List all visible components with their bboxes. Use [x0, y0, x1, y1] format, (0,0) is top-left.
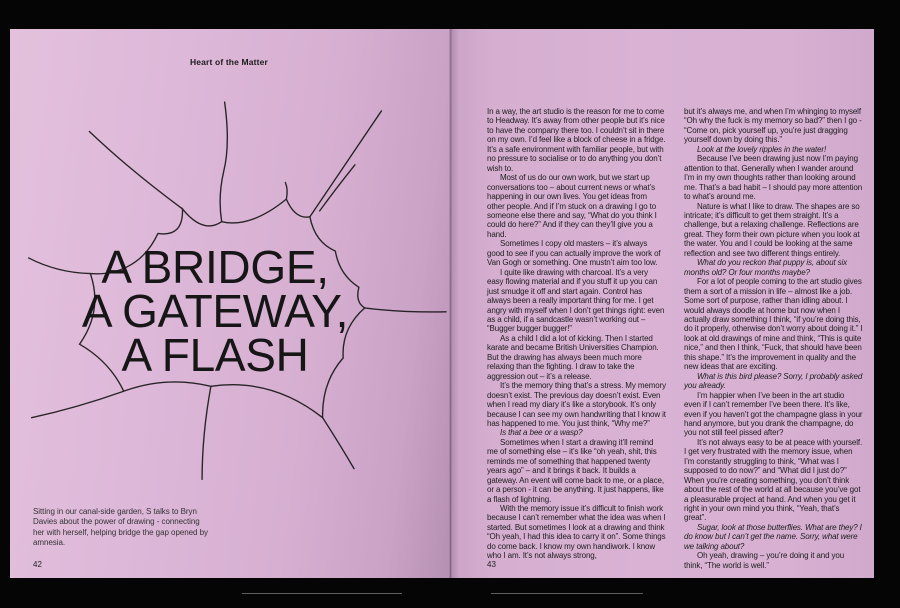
- splash-ray: [320, 165, 355, 211]
- page-edge-highlight: [491, 593, 643, 594]
- splash-ray: [202, 386, 211, 479]
- title-line-3: A FLASH: [121, 329, 309, 381]
- magazine-spread: [10, 29, 874, 578]
- splash-ray: [323, 418, 354, 469]
- text-column-1: [487, 107, 666, 561]
- body-paragraph: For a lot of people coming to the art studio gives them a sort of a mission in life – almost like a job. Some sort of purpose, rather than idling about. I would always doodle at home but now when I actually draw something I think, “if you’re doing this, do it properly, otherwise don’t worry about doing it.” I look at old drawings of mine and think, “This is quite nice,” and then I think, “Fuck, that should have been this shape.” It’s the improvement in quality and the new ideas that are exciting.: [684, 277, 863, 372]
- body-paragraph: I’m happier when I’ve been in the art studio even if I can’t remember I’ve been there. It’s like, even if you haven’t got the champagne glass in your hand anymore, but you drank the champagne, do you not still feel pissed after?: [684, 390, 863, 438]
- right-page: [451, 29, 874, 578]
- spine-fold-shadow: [449, 29, 452, 578]
- page-edge-highlight: [242, 593, 402, 594]
- body-paragraph: Oh yeah, drawing – you’re doing it and you think, “The world is well.”: [684, 551, 845, 570]
- body-paragraph: Nature is what I like to draw. The shapes are so intricate; it’s difficult to get them straight. It’s a challenge, but a relaxing challenge. Reflections are great. They form their own picture when you look at the water. You and I could be looking at the same reflection and see two different things entirely.: [684, 201, 860, 258]
- splash-ray: [32, 391, 124, 417]
- body-paragraph: Most of us do our own work, but we start up conversations too – about current news or what’s happening in our own lives. You get ideas from other people. And if I’m stuck on a drawing I go to someone else there and say, “What do you think I could do here?” And if they can they’ll give you a hand.: [487, 173, 657, 239]
- body-paragraph: It’s not always easy to be at peace with yourself. I get very frustrated with the memory issue, when I’m constantly struggling to think, “What was I supposed to do now?” and “What did I just do?” When you’re creating something, you don’t think about the rest of the world at all because you’ve got a pleasurable project at hand. And when you get it right in your own mind you think, “Yeah, that’s great”.: [684, 437, 863, 523]
- running-header: Heart of the Matter: [190, 57, 268, 67]
- title-line-2: A GATEWAY,: [81, 285, 349, 337]
- splash-ray: [220, 102, 227, 222]
- splash-ray: [89, 132, 182, 209]
- title-line-1: A BRIDGE,: [101, 241, 329, 293]
- interviewer-line: Sugar, look at those butterflies. What are they? I do know but I can’t get the name. Sorry, what were we talking about?: [684, 522, 862, 551]
- interviewer-line: What do you reckon that puppy is, about six months old? Or four months maybe?: [684, 258, 848, 277]
- page-number-right: 43: [487, 560, 496, 569]
- article-title: [10, 241, 420, 381]
- splash-ray: [310, 111, 382, 217]
- body-paragraph: Because I’ve been drawing just now I’m paying attention to that. Generally when I wander around I’m in my own thoughts rather than looking around me. That’s a bad habit – I should pay more attention to what’s around me.: [684, 154, 863, 202]
- interviewer-line: Look at the lovely ripples in the water!: [697, 144, 827, 154]
- interviewer-line: Is that a bee or a wasp?: [500, 428, 583, 438]
- splash-ray: [285, 182, 287, 199]
- interviewer-line: What is this bird please? Sorry, I probably asked you already.: [684, 371, 863, 391]
- body-paragraph: but it’s always me, and when I’m whinging to myself “Oh why the fuck is my memory so bad?” then I go - “Come on, pick yourself up, you’re just dragging yourself down by doing this.”: [684, 107, 862, 145]
- body-paragraph: As a child I did a lot of kicking. Then I started karate and became British Universities Champion. But the drawing has always been much more relaxing than the fighting. I draw to take the aggression out – it’s a release.: [487, 333, 659, 381]
- page-number-left: 42: [33, 560, 42, 569]
- body-paragraph: Sometimes when I start a drawing it’ll remind me of something else – it’s like “oh yeah, shit, this reminds me of something that happened twenty years ago” – and it brings it back. It builds a gateway. An event will come back to me, or a place, or a person - it can be anything. It just happens, like a flash of lightning.: [487, 437, 664, 504]
- intro-caption: Sitting in our canal-side garden, S talks to Bryn Davies about the power of drawing - connecting her with herself, helping bridge the gap opened by amnesia.: [33, 507, 208, 548]
- body-paragraph: It’s the memory thing that’s a stress. My memory doesn’t exist. The previous day doesn’t exist. Even when I read my diary it’s like a storybook. It’s only because I can see my own handwriting that I know it has happened to me. You just think, “Why me?”: [487, 381, 666, 428]
- body-paragraph: With the memory issue it’s difficult to finish work because I can’t remember what the idea was when I started. But sometimes I look at a drawing and think “Oh yeah, I had this idea to carry it on”. Some things do come back. I know my own handiwork. I know who I am. It’s not always strong,: [487, 504, 666, 561]
- text-column-2: [684, 107, 863, 570]
- body-paragraph: I quite like drawing with charcoal. It’s a very easy flowing material and if you stuff it up you can just smudge it off and start again. Control has always been a really important thing for me. I get angry with myself when I don’t get things right: even as a child, if a sandcastle wasn’t working out – “Bugger bugger bugger!”: [487, 267, 665, 334]
- left-page: [10, 29, 451, 578]
- body-paragraph: Sometimes I copy old masters – it’s always good to see if you can actually improve the work of Van Gogh or something. One mustn’t aim too low.: [487, 239, 661, 268]
- body-paragraph: In a way, the art studio is the reason for me to come to Headway. It’s away from other people but it’s nice to have the company there too. I couldn’t sit in there on my own. I’d feel like a block of cheese in a fridge. It’s a safe environment with familiar people, but with no pressure to socialise or to do anything you don’t wish to.: [487, 107, 666, 173]
